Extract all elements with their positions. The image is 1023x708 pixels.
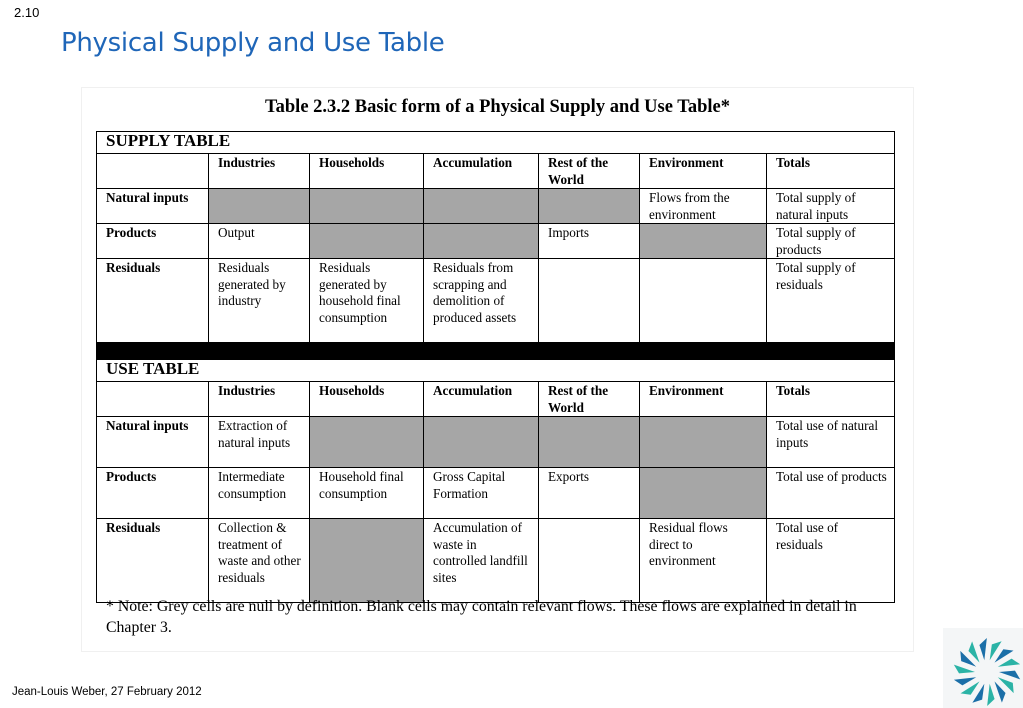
table-cell: Imports bbox=[539, 224, 640, 259]
table-cell: Residuals generated by industry bbox=[209, 259, 310, 343]
null-cell bbox=[640, 224, 767, 259]
table-cell bbox=[539, 519, 640, 603]
physical-supply-use-table bbox=[96, 131, 895, 603]
col-header-industries: Industries bbox=[209, 382, 310, 417]
eea-star-logo-icon bbox=[943, 628, 1023, 708]
null-cell bbox=[539, 417, 640, 468]
row-header-residuals: Residuals bbox=[97, 259, 209, 343]
use-table-label: USE TABLE bbox=[97, 360, 895, 382]
row-header-natural-inputs: Natural inputs bbox=[97, 189, 209, 224]
table-row bbox=[97, 259, 895, 343]
row-header-products: Products bbox=[97, 468, 209, 519]
row-header-products: Products bbox=[97, 224, 209, 259]
table-cell: Total use of products bbox=[767, 468, 895, 519]
table-cell: Household final consumption bbox=[310, 468, 424, 519]
table-cell bbox=[539, 259, 640, 343]
table-cell: Flows from the environment bbox=[640, 189, 767, 224]
col-header-households: Households bbox=[310, 382, 424, 417]
corner-cell bbox=[97, 154, 209, 189]
table-cell: Intermediate consumption bbox=[209, 468, 310, 519]
supply-table-label: SUPPLY TABLE bbox=[97, 132, 895, 154]
col-header-accumulation: Accumulation bbox=[424, 382, 539, 417]
col-header-rest-of-world: Rest of the World bbox=[539, 382, 640, 417]
col-header-accumulation: Accumulation bbox=[424, 154, 539, 189]
col-header-totals: Totals bbox=[767, 154, 895, 189]
table-row bbox=[97, 189, 895, 224]
row-header-natural-inputs: Natural inputs bbox=[97, 417, 209, 468]
table-cell: Total supply of products bbox=[767, 224, 895, 259]
col-header-environment: Environment bbox=[640, 154, 767, 189]
col-header-industries: Industries bbox=[209, 154, 310, 189]
slide-number: 2.10 bbox=[14, 5, 40, 20]
table-row bbox=[97, 224, 895, 259]
table-cell: Accumulation of waste in controlled landfill sites bbox=[424, 519, 539, 603]
table-cell: Exports bbox=[539, 468, 640, 519]
null-cell bbox=[424, 224, 539, 259]
table-row bbox=[97, 417, 895, 468]
table-note: * Note: Grey cells are null by definition. Blank cells may contain relevant flows. These flows are explained in detail in Chapter 3. bbox=[106, 598, 857, 636]
table-cell: Collection & treatment of waste and other residuals bbox=[209, 519, 310, 603]
col-header-households: Households bbox=[310, 154, 424, 189]
null-cell bbox=[424, 417, 539, 468]
table-cell bbox=[640, 259, 767, 343]
table-cell: Gross Capital Formation bbox=[424, 468, 539, 519]
table-cell: Residuals generated by household final consumption bbox=[310, 259, 424, 343]
slide-title: Physical Supply and Use Table bbox=[61, 28, 445, 58]
col-header-environment: Environment bbox=[640, 382, 767, 417]
col-header-rest-of-world: Rest of the World bbox=[539, 154, 640, 189]
table-cell: Total supply of natural inputs bbox=[767, 189, 895, 224]
table-row bbox=[97, 519, 895, 603]
null-cell bbox=[209, 189, 310, 224]
row-header-residuals: Residuals bbox=[97, 519, 209, 603]
table-document-image bbox=[82, 88, 913, 651]
table-row bbox=[97, 468, 895, 519]
table-cell: Extraction of natural inputs bbox=[209, 417, 310, 468]
null-cell bbox=[310, 189, 424, 224]
table-caption: Table 2.3.2 Basic form of a Physical Supply and Use Table* bbox=[265, 97, 730, 117]
corner-cell bbox=[97, 382, 209, 417]
table-cell: Output bbox=[209, 224, 310, 259]
null-cell bbox=[310, 224, 424, 259]
null-cell bbox=[310, 417, 424, 468]
separator-bar bbox=[97, 343, 895, 360]
table-cell: Residuals from scrapping and demolition of produced assets bbox=[424, 259, 539, 343]
col-header-totals: Totals bbox=[767, 382, 895, 417]
null-cell bbox=[424, 189, 539, 224]
table-cell: Total use of natural inputs bbox=[767, 417, 895, 468]
null-cell bbox=[640, 417, 767, 468]
table-cell: Total use of residuals bbox=[767, 519, 895, 603]
null-cell bbox=[539, 189, 640, 224]
table-cell: Total supply of residuals bbox=[767, 259, 895, 343]
null-cell bbox=[310, 519, 424, 603]
footer-author: Jean-Louis Weber, 27 February 2012 bbox=[12, 686, 202, 698]
null-cell bbox=[640, 468, 767, 519]
table-cell: Residual flows direct to environment bbox=[640, 519, 767, 603]
